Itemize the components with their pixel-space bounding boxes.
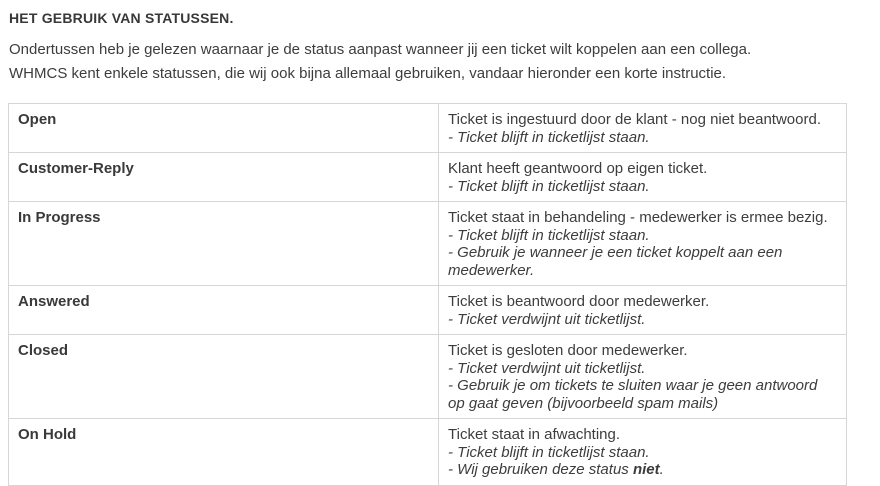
note-text-bold: niet — [632, 461, 660, 478]
table-row-customer-reply — [9, 153, 847, 202]
status-description: Ticket is gesloten door medewerker. — [448, 342, 688, 359]
status-name: On Hold — [9, 419, 439, 486]
status-name: Closed — [9, 335, 439, 419]
status-description-cell — [439, 335, 847, 419]
status-name: In Progress — [9, 202, 439, 286]
status-note: - Gebruik je wanneer je een ticket koppelt aan een medewerker. — [448, 244, 783, 279]
status-name: Open — [9, 104, 439, 153]
status-description: Ticket is ingestuurd door de klant - nog niet beantwoord. — [448, 111, 821, 128]
status-description-cell — [439, 104, 847, 153]
table-row-open — [9, 104, 847, 153]
status-description-cell — [439, 286, 847, 335]
status-name: Answered — [9, 286, 439, 335]
intro-paragraph-1: Ondertussen heb je gelezen waarnaar je de status aanpast wanneer jij een ticket wilt koppelen aan een collega. — [9, 41, 752, 58]
status-table — [8, 103, 847, 486]
status-note: - Ticket blijft in ticketlijst staan. — [448, 177, 650, 195]
status-description: Klant heeft geantwoord op eigen ticket. — [448, 160, 708, 177]
status-description: Ticket is beantwoord door medewerker. — [448, 293, 710, 310]
status-note: - Ticket blijft in ticketlijst staan. — [448, 443, 650, 461]
status-name: Customer-Reply — [9, 153, 439, 202]
page-title: HET GEBRUIK VAN STATUSSEN. — [9, 10, 234, 26]
note-text-before: - Wij gebruiken deze status — [448, 461, 633, 478]
status-note: - Ticket blijft in ticketlijst staan. — [448, 226, 650, 244]
status-note: - Ticket verdwijnt uit ticketlijst. — [448, 359, 646, 377]
table-row-on-hold — [9, 419, 847, 486]
intro-paragraph-2: WHMCS kent enkele statussen, die wij ook bijna allemaal gebruiken, vandaar hieronder een korte instructie. — [9, 65, 727, 82]
status-description-cell — [439, 419, 847, 486]
note-text-after: . — [659, 461, 664, 478]
status-note: - Ticket verdwijnt uit ticketlijst. — [448, 310, 646, 328]
status-description: Ticket staat in afwachting. — [448, 426, 621, 443]
table-row-in-progress — [9, 202, 847, 286]
status-description-cell — [439, 153, 847, 202]
status-note: - Ticket blijft in ticketlijst staan. — [448, 128, 650, 146]
status-description-cell — [439, 202, 847, 286]
table-row-answered — [9, 286, 847, 335]
status-note: - Gebruik je om tickets te sluiten waar je geen antwoord op gaat geven (bijvoorbeeld spam mails) — [448, 377, 818, 412]
status-description: Ticket staat in behandeling - medewerker is ermee bezig. — [448, 209, 828, 226]
status-note-emphasis — [448, 461, 838, 479]
table-row-closed — [9, 335, 847, 419]
